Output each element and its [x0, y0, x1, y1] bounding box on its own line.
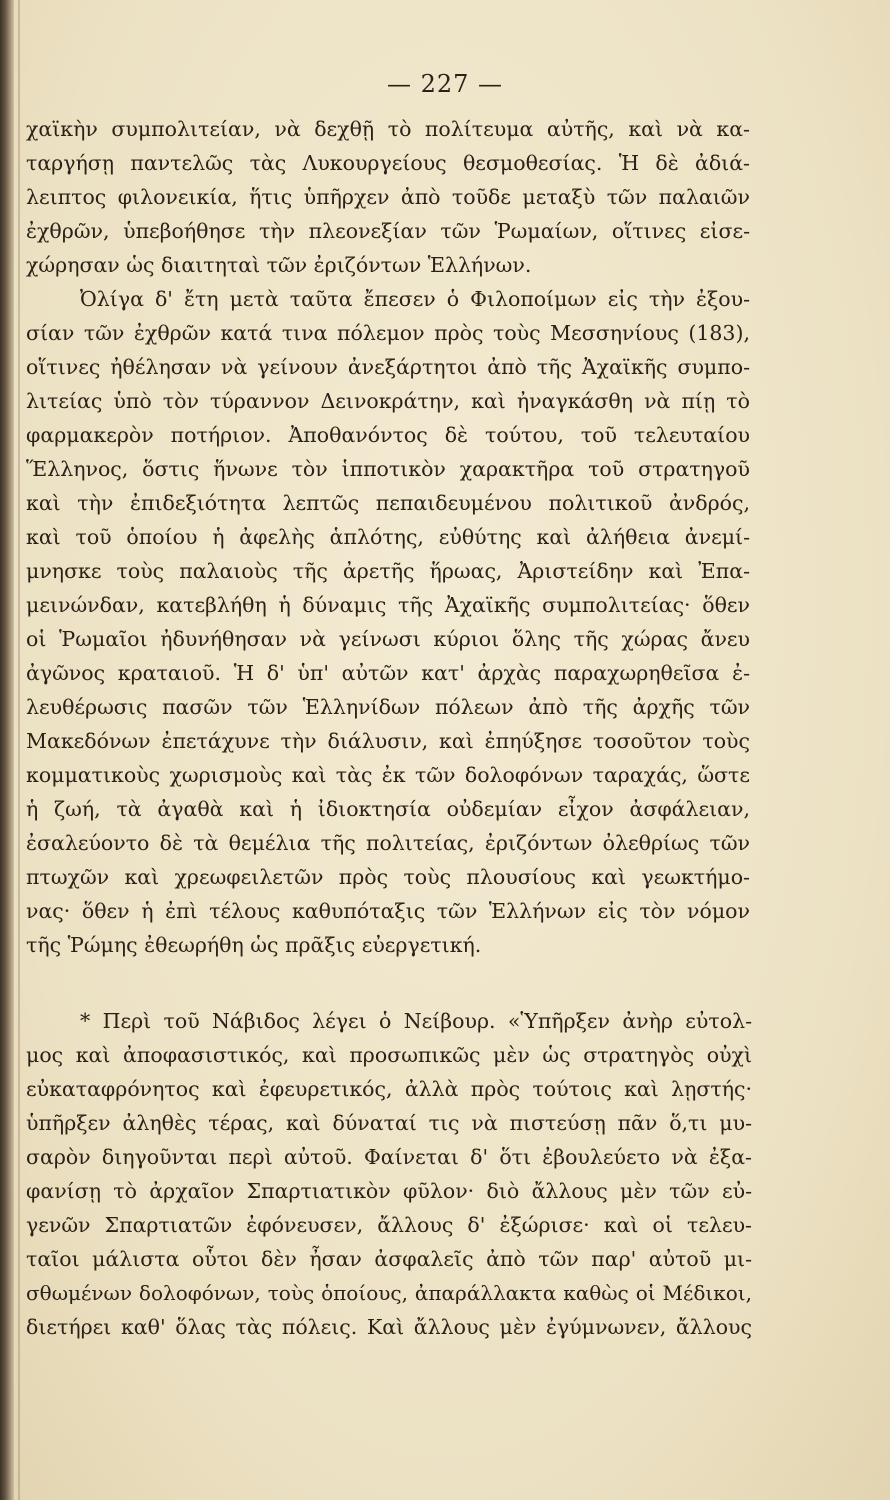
text-line: Ἕλληνος, ὅστις ἥνωνε τὸν ἱπποτικὸν χαρακτῆρα τοῦ στρατηγοῦ: [26, 457, 750, 481]
text-line: λειπτος φιλονεικία, ἥτις ὑπῆρχεν ἀπὸ τοῦδε μεταξὺ τῶν παλαιῶν: [26, 185, 750, 209]
text-line: κομματικοὺς χωρισμοὺς καὶ τὰς ἐκ τῶν δολοφόνων ταραχάς, ὥστε: [26, 763, 750, 787]
text-line: Ὀλίγα δ' ἔτη μετὰ ταῦτα ἔπεσεν ὁ Φιλοποίμων εἰς τὴν ἐξου-: [80, 287, 750, 311]
page-number: — 227 —: [386, 70, 504, 98]
gutter-line: [18, 0, 20, 1500]
text-line: νας· ὅθεν ἡ ἐπὶ τέλους καθυπόταξις τῶν Ἑλλήνων εἰς τὸν νόμον: [26, 899, 750, 923]
text-line: οἱ Ῥωμαῖοι ἠδυνήθησαν νὰ γείνωσι κύριοι ὅλης τῆς χώρας ἄνευ: [26, 627, 750, 651]
text-line: καὶ τὴν ἐπιδεξιότητα λεπτῶς πεπαιδευμένου πολιτικοῦ ἀνδρός,: [26, 491, 750, 515]
footnote-line: μος καὶ ἀποφασιστικός, καὶ προσωπικῶς μὲν ὡς στρατηγὸς οὐχὶ: [26, 1043, 752, 1067]
text-line: μεινώνδαν, κατεβλήθη ἡ δύναμις τῆς Ἀχαϊκῆς συμπολιτείας· ὅθεν: [26, 593, 750, 617]
footnote: [26, 1004, 752, 1344]
text-line: λιτείας ὑπὸ τὸν τύραννον Δεινοκράτην, καὶ ἠναγκάσθη νὰ πίῃ τὸ: [26, 389, 750, 413]
text-line: καὶ τοῦ ὁποίου ἡ ἀφελὴς ἁπλότης, εὐθύτης καὶ ἀλήθεια ἀνεμί-: [26, 525, 750, 549]
text-line: χώρησαν ὡς διαιτηταὶ τῶν ἐριζόντων Ἑλλήνων.: [26, 253, 532, 277]
footnote-line: φανίσῃ τὸ ἀρχαῖον Σπαρτιατικὸν φῦλον· διὸ ἄλλους μὲν τῶν εὐ-: [26, 1179, 752, 1203]
text-line: σίαν τῶν ἐχθρῶν κατά τινα πόλεμον πρὸς τοὺς Μεσσηνίους (183),: [26, 321, 750, 345]
text-line: οἵτινες ἠθέλησαν νὰ γείνουν ἀνεξάρτητοι ἀπὸ τῆς Ἀχαϊκῆς συμπο-: [26, 355, 750, 379]
footnote-line: διετήρει καθ' ὅλας τὰς πόλεις. Καὶ ἄλλους μὲν ἐγύμνωνεν, ἄλλους: [26, 1315, 752, 1339]
text-line: ἡ ζωή, τὰ ἀγαθὰ καὶ ἡ ἰδιοκτησία οὐδεμίαν εἶχον ἀσφάλειαν,: [26, 797, 750, 821]
footnote-line: σαρὸν διηγοῦνται περὶ αὐτοῦ. Φαίνεται δ' ὅτι ἐβουλεύετο νὰ ἐξα-: [26, 1145, 752, 1169]
text-line: φαρμακερὸν ποτήριον. Ἀποθανόντος δὲ τούτου, τοῦ τελευταίου: [26, 423, 750, 447]
text-line: τῆς Ῥώμης ἐθεωρήθη ὡς πρᾶξις εὐεργετική.: [26, 933, 482, 957]
text-line: μνησκε τοὺς παλαιοὺς τῆς ἀρετῆς ἥρωας, Ἀριστείδην καὶ Ἐπα-: [26, 559, 750, 583]
main-text: [26, 112, 750, 962]
text-line: λευθέρωσις πασῶν τῶν Ἑλληνίδων πόλεων ἀπὸ τῆς ἀρχῆς τῶν: [26, 695, 750, 719]
text-line: ἀγῶνος κραταιοῦ. Ἡ δ' ὑπ' αὐτῶν κατ' ἀρχὰς παραχωρηθεῖσα ἐ-: [26, 661, 750, 685]
footnote-line: ταῖοι μάλιστα οὗτοι δὲν ἦσαν ἀσφαλεῖς ἀπὸ τῶν παρ' αὐτοῦ μι-: [26, 1247, 752, 1271]
text-line: ἐχθρῶν, ὑπεβοήθησε τὴν πλεονεξίαν τῶν Ῥωμαίων, οἵτινες εἰσε-: [26, 219, 750, 243]
text-line: χαϊκὴν συμπολιτείαν, νὰ δεχθῇ τὸ πολίτευμα αὐτῆς, καὶ νὰ κα-: [26, 117, 750, 141]
text-line: ἐσαλεύοντο δὲ τὰ θεμέλια τῆς πολιτείας, ἐριζόντων ὀλεθρίως τῶν: [26, 831, 750, 855]
footnote-line: σθωμένων δολοφόνων, τοὺς ὁποίους, ἀπαράλλακτα καθὼς οἱ Μέδικοι,: [26, 1281, 752, 1305]
text-line: Μακεδόνων ἐπετάχυνε τὴν διάλυσιν, καὶ ἐπηύξησε τοσοῦτον τοὺς: [26, 729, 750, 753]
footnote-line: γενῶν Σπαρτιατῶν ἐφόνευσεν, ἄλλους δ' ἐξώρισε· καὶ οἱ τελευ-: [26, 1213, 752, 1237]
text-line: ταργήσῃ παντελῶς τὰς Λυκουργείους θεσμοθεσίας. Ἡ δὲ ἀδιά-: [26, 151, 750, 175]
footnote-line: ὑπῆρξεν ἀληθὲς τέρας, καὶ δύναταί τις νὰ πιστεύσῃ πᾶν ὅ,τι μυ-: [26, 1111, 752, 1135]
footnote-line: * Περὶ τοῦ Νάβιδος λέγει ὁ Νείβουρ. «Ὑπῆρξεν ἀνὴρ εὐτολ-: [80, 1009, 752, 1033]
text-line: πτωχῶν καὶ χρεωφειλετῶν πρὸς τοὺς πλουσίους καὶ γεωκτήμο-: [26, 865, 750, 889]
book-spine: [0, 0, 14, 1500]
footnote-line: εὐκαταφρόνητος καὶ ἐφευρετικός, ἀλλὰ πρὸς τούτοις καὶ λῃστής·: [26, 1077, 752, 1101]
